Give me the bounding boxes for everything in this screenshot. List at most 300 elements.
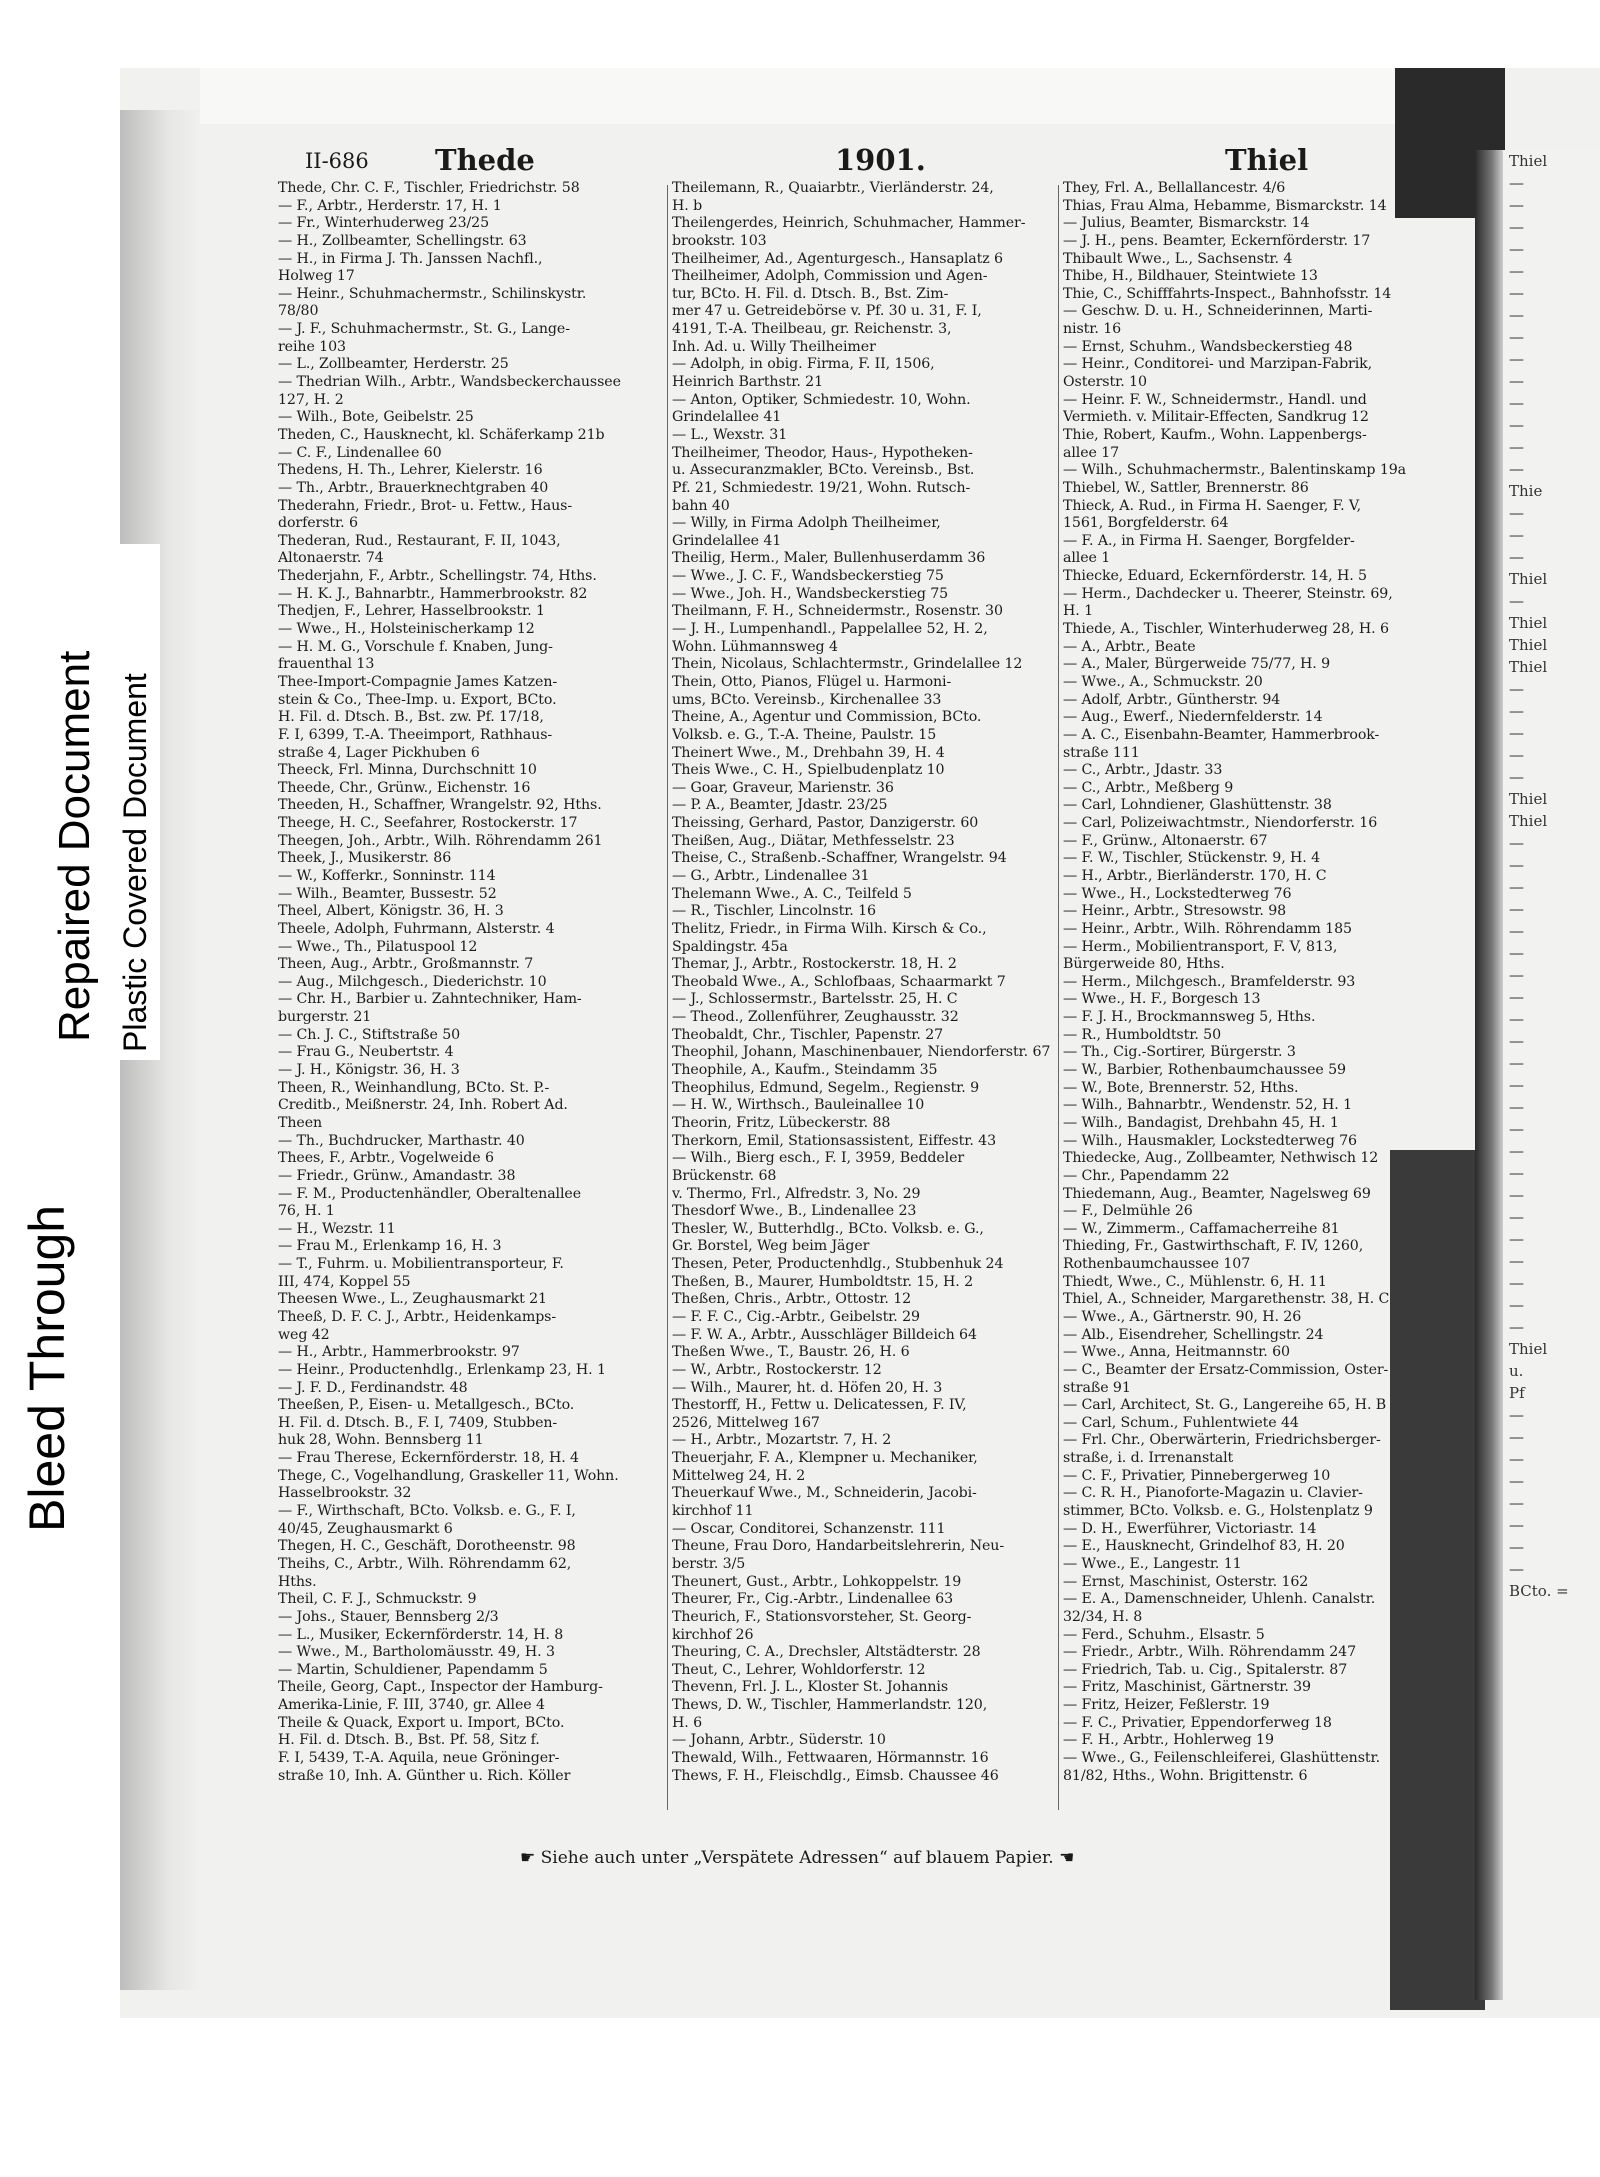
directory-entry-line: — Ferd., Schuhm., Elsastr. 5 bbox=[1063, 1626, 1265, 1643]
directory-entry-line: Theilheimer, Theodor, Haus-, Hypotheken- bbox=[672, 444, 973, 461]
adjacent-page-fragment: — bbox=[1509, 724, 1524, 742]
directory-entry-line: — Wwe., H. F., Borgesch 13 bbox=[1063, 991, 1261, 1008]
directory-entry-line: — E., Hausknecht, Grindelhof 83, H. 20 bbox=[1063, 1538, 1345, 1555]
directory-entry-line: allee 1 bbox=[1063, 550, 1111, 567]
directory-entry-line: — Theod., Zollenführer, Zeughausstr. 32 bbox=[672, 1009, 959, 1026]
directory-entry-line: Inh. Ad. u. Willy Theilheimer bbox=[672, 338, 876, 355]
directory-entry-line: — Frl. Chr., Oberwärterin, Friedrichsberger- bbox=[1063, 1432, 1381, 1449]
directory-entry-line: — Friedr., Arbtr., Wilh. Röhrendamm 247 bbox=[1063, 1644, 1357, 1661]
directory-entry-line: — Th., Cig.-Sortirer, Bürgerstr. 3 bbox=[1063, 1044, 1296, 1061]
directory-entry-line: — Frau Therese, Eckernförderstr. 18, H. 4 bbox=[278, 1450, 579, 1467]
directory-entry-line: Amerika-Linie, F. III, 3740, gr. Allee 4 bbox=[278, 1697, 545, 1714]
adjacent-page-fragment: — bbox=[1509, 1186, 1524, 1204]
directory-entry-line: — Wilh., Hausmakler, Lockstedterweg 76 bbox=[1063, 1132, 1357, 1149]
directory-entry-line: Theurich, F., Stationsvorsteher, St. Georg- bbox=[672, 1608, 972, 1625]
directory-entry-line: — Wilh., Maurer, ht. d. Höfen 20, H. 3 bbox=[672, 1379, 943, 1396]
directory-entry-line: Theilig, Herm., Maler, Bullenhuserdamm 36 bbox=[672, 550, 986, 567]
directory-entry-line: Theen, Aug., Arbtr., Großmannstr. 7 bbox=[278, 956, 534, 973]
directory-entry-line: Thiedemann, Aug., Beamter, Nagelsweg 69 bbox=[1063, 1185, 1371, 1202]
directory-column-1 bbox=[278, 180, 666, 1785]
directory-entry-line: Theobald Wwe., A., Schlofbaas, Schaarmarkt 7 bbox=[672, 973, 1006, 990]
page-top-strip bbox=[200, 68, 1470, 124]
directory-entry-line: Thederjahn, F., Arbtr., Schellingstr. 74, Hths. bbox=[278, 568, 597, 585]
adjacent-page-fragment: Thiel bbox=[1509, 790, 1548, 808]
directory-entry-line: — Wwe., M., Bartholomäusstr. 49, H. 3 bbox=[278, 1644, 555, 1661]
adjacent-page-fragment: — bbox=[1509, 988, 1524, 1006]
directory-entry-line: — W., Bote, Brennerstr. 52, Hths. bbox=[1063, 1079, 1299, 1096]
directory-entry-line: — Wilh., Bierg esch., F. I, 3959, Beddeler bbox=[672, 1150, 965, 1167]
directory-entry-line: — Wilh., Bandagist, Drehbahn 45, H. 1 bbox=[1063, 1114, 1339, 1131]
directory-entry-line: — A. C., Eisenbahn-Beamter, Hammerbrook- bbox=[1063, 726, 1380, 743]
directory-entry-line: — Wwe., Th., Pilatuspool 12 bbox=[278, 938, 478, 955]
adjacent-page-fragment: — bbox=[1509, 1054, 1524, 1072]
directory-entry-line: Thiecke, Eduard, Eckernförderstr. 14, H. 5 bbox=[1063, 568, 1367, 585]
directory-entry-line: — Fritz, Heizer, Feßlerstr. 19 bbox=[1063, 1697, 1270, 1714]
directory-entry-line: — F. C., Privatier, Eppendorferweg 18 bbox=[1063, 1714, 1332, 1731]
directory-entry-line: — J. H., Königstr. 36, H. 3 bbox=[278, 1062, 460, 1079]
directory-entry-line: — H., Wezstr. 11 bbox=[278, 1220, 396, 1237]
directory-entry-line: — W., Zimmerm., Caffamacherreihe 81 bbox=[1063, 1220, 1340, 1237]
adjacent-page-fragment: — bbox=[1509, 1450, 1524, 1468]
directory-entry-line: Holweg 17 bbox=[278, 268, 355, 285]
adjacent-page-fragment: Thiel bbox=[1509, 812, 1548, 830]
directory-entry-line: Theile, Georg, Capt., Inspector der Hamburg- bbox=[278, 1679, 603, 1696]
directory-entry-line: — Fr., Winterhuderweg 23/25 bbox=[278, 215, 490, 232]
directory-column-2 bbox=[672, 180, 1060, 1785]
adjacent-page-fragment: — bbox=[1509, 1208, 1524, 1226]
bleed-through-label: Bleed Through bbox=[12, 1054, 82, 1540]
adjacent-page-fragment: — bbox=[1509, 680, 1524, 698]
directory-entry-line: Creditb., Meißnerstr. 24, Inh. Robert Ad. bbox=[278, 1097, 568, 1114]
adjacent-page-fragment: Thiel bbox=[1509, 152, 1548, 170]
directory-entry-line: — Herm., Dachdecker u. Theerer, Steinstr. 69, bbox=[1063, 585, 1393, 602]
header-right-word: Thiel bbox=[1225, 143, 1309, 177]
directory-entry-line: Theuring, C. A., Drechsler, Altstädterstr. 28 bbox=[672, 1644, 981, 1661]
adjacent-page-fragment: — bbox=[1509, 746, 1524, 764]
directory-entry-line: — Aug., Milchgesch., Diederichstr. 10 bbox=[278, 973, 547, 990]
adjacent-page-fragment: — bbox=[1509, 834, 1524, 852]
column-divider bbox=[667, 185, 668, 1810]
directory-entry-line: Theurer, Fr., Cig.-Arbtr., Lindenallee 63 bbox=[672, 1591, 953, 1608]
directory-entry-line: Theßen, Chris., Arbtr., Ottostr. 12 bbox=[672, 1291, 912, 1308]
directory-entry-line: — W., Arbtr., Rostockerstr. 12 bbox=[672, 1361, 882, 1378]
directory-entry-line: — T., Fuhrm. u. Mobilientransporteur, F. bbox=[278, 1256, 564, 1273]
directory-entry-line: Theobaldt, Chr., Tischler, Papenstr. 27 bbox=[672, 1026, 944, 1043]
directory-entry-line: 1561, Borgfelderstr. 64 bbox=[1063, 515, 1229, 532]
directory-entry-line: Thiel, A., Schneider, Margarethenstr. 38, H. C bbox=[1063, 1291, 1390, 1308]
directory-entry-line: Thiedt, Wwe., C., Mühlenstr. 6, H. 11 bbox=[1063, 1273, 1327, 1290]
directory-entry-line: — J. F. D., Ferdinandstr. 48 bbox=[278, 1379, 468, 1396]
directory-entry-line: brookstr. 103 bbox=[672, 232, 767, 249]
directory-entry-line: berstr. 3/5 bbox=[672, 1555, 746, 1572]
adjacent-page-fragment: — bbox=[1509, 1032, 1524, 1050]
adjacent-page-fragment: Thiel bbox=[1509, 658, 1548, 676]
directory-entry-line: Theege, H. C., Seefahrer, Rostockerstr. 17 bbox=[278, 815, 578, 832]
directory-entry-line: — Friedr., Grünw., Amandastr. 38 bbox=[278, 1167, 516, 1184]
directory-entry-line: — H., Zollbeamter, Schellingstr. 63 bbox=[278, 232, 527, 249]
directory-entry-line: dorferstr. 6 bbox=[278, 515, 358, 532]
directory-entry-line: — J. F., Schuhmachermstr., St. G., Lange- bbox=[278, 321, 570, 338]
directory-entry-line: Thegen, H. C., Geschäft, Dorotheenstr. 98 bbox=[278, 1538, 576, 1555]
directory-entry-line: 32/34, H. 8 bbox=[1063, 1608, 1143, 1625]
directory-entry-line: — L., Musiker, Eckernförderstr. 14, H. 8 bbox=[278, 1626, 564, 1643]
adjacent-page-fragment: — bbox=[1509, 262, 1524, 280]
directory-entry-line: — Heinr., Arbtr., Wilh. Röhrendamm 185 bbox=[1063, 920, 1352, 937]
adjacent-page-fragment: Thiel bbox=[1509, 636, 1548, 654]
directory-entry-line: 81/82, Hths., Wohn. Brigittenstr. 6 bbox=[1063, 1767, 1308, 1784]
directory-entry-line: — H. M. G., Vorschule f. Knaben, Jung- bbox=[278, 638, 553, 655]
directory-entry-line: — L., Zollbeamter, Herderstr. 25 bbox=[278, 356, 509, 373]
directory-entry-line: — Th., Buchdrucker, Marthastr. 40 bbox=[278, 1132, 525, 1149]
directory-entry-line: Theut, C., Lehrer, Wohldorferstr. 12 bbox=[672, 1661, 926, 1678]
directory-entry-line: Theune, Frau Doro, Handarbeitslehrerin, Neu- bbox=[672, 1538, 1005, 1555]
directory-entry-line: Theil, C. F. J., Schmuckstr. 9 bbox=[278, 1591, 477, 1608]
directory-entry-line: — H. K. J., Bahnarbtr., Hammerbrookstr. 82 bbox=[278, 585, 588, 602]
header-year: 1901. bbox=[835, 143, 926, 177]
directory-entry-line: Theise, C., Straßenb.-Schaffner, Wrangelstr. 94 bbox=[672, 850, 1007, 867]
directory-entry-line: stein & Co., Thee-Imp. u. Export, BCto. bbox=[278, 691, 557, 708]
directory-entry-line: Thews, D. W., Tischler, Hammerlandstr. 120, bbox=[672, 1697, 988, 1714]
adjacent-page-fragment: — bbox=[1509, 1010, 1524, 1028]
adjacent-page-fragment: — bbox=[1509, 1428, 1524, 1446]
adjacent-page-fragment: u. bbox=[1509, 1362, 1524, 1380]
adjacent-page-fragment: — bbox=[1509, 438, 1524, 456]
directory-entry-line: ums, BCto. Vereinsb., Kirchenallee 33 bbox=[672, 691, 942, 708]
directory-entry-line: — H. W., Wirthsch., Bauleinallee 10 bbox=[672, 1097, 925, 1114]
directory-entry-line: Thias, Frau Alma, Hebamme, Bismarckstr. 14 bbox=[1063, 197, 1387, 214]
adjacent-page-fragment: — bbox=[1509, 460, 1524, 478]
directory-entry-line: — F. W. A., Arbtr., Ausschläger Billdeich 64 bbox=[672, 1326, 977, 1343]
directory-entry-line: — F., Wirthschaft, BCto. Volksb. e. G., F. I, bbox=[278, 1503, 576, 1520]
directory-entry-line: 76, H. 1 bbox=[278, 1203, 335, 1220]
directory-entry-line: Heinrich Barthstr. 21 bbox=[672, 374, 824, 391]
directory-entry-line: u. Assecuranzmakler, BCto. Vereinsb., Bst. bbox=[672, 462, 975, 479]
directory-entry-line: Theßen, B., Maurer, Humboldtstr. 15, H. 2 bbox=[672, 1273, 974, 1290]
directory-entry-line: Thede, Chr. C. F., Tischler, Friedrichstr. 58 bbox=[278, 180, 580, 196]
directory-entry-line: — Carl, Architect, St. G., Langereihe 65, H. B bbox=[1063, 1397, 1387, 1414]
directory-entry-line: Theilmann, F. H., Schneidermstr., Rosenstr. 30 bbox=[672, 603, 1003, 620]
book-gutter bbox=[1475, 150, 1503, 2000]
directory-entry-line: — P. A., Beamter, Jdastr. 23/25 bbox=[672, 797, 888, 814]
directory-entry-line: Therkorn, Emil, Stationsassistent, Eiffestr. 43 bbox=[672, 1132, 997, 1149]
adjacent-page-fragment: — bbox=[1509, 1406, 1524, 1424]
directory-entry-line: Thees, F., Arbtr., Vogelweide 6 bbox=[278, 1150, 494, 1167]
directory-entry-line: — F., Delmühle 26 bbox=[1063, 1203, 1193, 1220]
directory-entry-line: Thevenn, Frl. J. L., Kloster St. Johannis bbox=[672, 1679, 949, 1696]
adjacent-page-fragment: — bbox=[1509, 1274, 1524, 1292]
directory-entry-line: — F. A., in Firma H. Saenger, Borgfelder- bbox=[1063, 532, 1355, 549]
adjacent-page-fragment: — bbox=[1509, 592, 1524, 610]
adjacent-page-fragment: — bbox=[1509, 1472, 1524, 1490]
adjacent-page-fragment: — bbox=[1509, 548, 1524, 566]
directory-entry-line: 2526, Mittelweg 167 bbox=[672, 1414, 820, 1431]
directory-entry-line: Thestorff, H., Fettw u. Delicatessen, F. IV, bbox=[672, 1397, 967, 1414]
directory-entry-line: — W., Kofferkr., Sonninstr. 114 bbox=[278, 867, 496, 884]
directory-entry-line: bahn 40 bbox=[672, 497, 730, 514]
directory-entry-line: Thege, C., Vogelhandlung, Graskeller 11, Wohn. bbox=[278, 1467, 619, 1484]
directory-entry-line: Bürgerweide 80, Hths. bbox=[1063, 956, 1225, 973]
adjacent-page-fragment: — bbox=[1509, 1164, 1524, 1182]
directory-entry-line: Thedjen, F., Lehrer, Hasselbrookstr. 1 bbox=[278, 603, 545, 620]
directory-entry-line: — J. H., Lumpenhandl., Pappelallee 52, H. 2, bbox=[672, 621, 988, 638]
adjacent-page-fragment: — bbox=[1509, 856, 1524, 874]
adjacent-page-fragment: — bbox=[1509, 306, 1524, 324]
adjacent-page-fragment: — bbox=[1509, 922, 1524, 940]
directory-entry-line: Theilemann, R., Quaiarbtr., Vierländerstr. 24, bbox=[672, 180, 994, 196]
directory-entry-line: — R., Tischler, Lincolnstr. 16 bbox=[672, 903, 876, 920]
directory-entry-line: — Wwe., Anna, Heitmannstr. 60 bbox=[1063, 1344, 1290, 1361]
directory-entry-line: — C. F., Lindenallee 60 bbox=[278, 444, 442, 461]
directory-entry-line: Spaldingstr. 45a bbox=[672, 938, 788, 955]
adjacent-page-fragment: — bbox=[1509, 1494, 1524, 1512]
directory-entry-line: stimmer, BCto. Volksb. e. G., Holstenplatz 9 bbox=[1063, 1503, 1373, 1520]
directory-entry-line: — H., Arbtr., Hammerbrookstr. 97 bbox=[278, 1344, 520, 1361]
directory-entry-line: — H., Arbtr., Mozartstr. 7, H. 2 bbox=[672, 1432, 892, 1449]
directory-entry-line: Thiedecke, Aug., Zollbeamter, Nethwisch 12 bbox=[1063, 1150, 1379, 1167]
header-left-word: Thede bbox=[435, 143, 535, 177]
directory-entry-line: — Friedrich, Tab. u. Cig., Spitalerstr. 87 bbox=[1063, 1661, 1348, 1678]
directory-entry-line: Theesen Wwe., L., Zeughausmarkt 21 bbox=[278, 1291, 547, 1308]
adjacent-page bbox=[1503, 150, 1600, 2000]
directory-entry-line: H. Fil. d. Dtsch. B., Bst. Pf. 58, Sitz f. bbox=[278, 1732, 540, 1749]
directory-entry-line: Thederan, Rud., Restaurant, F. II, 1043, bbox=[278, 532, 561, 549]
directory-entry-line: Theilheimer, Adolph, Commission und Agen- bbox=[672, 268, 988, 285]
directory-entry-line: Theden, C., Hausknecht, kl. Schäferkamp 21b bbox=[278, 426, 605, 443]
directory-entry-line: Thiede, A., Tischler, Winterhuderweg 28, H. 6 bbox=[1063, 621, 1389, 638]
directory-entry-line: Theen bbox=[278, 1114, 323, 1131]
directory-entry-line: — Carl, Lohndiener, Glashüttenstr. 38 bbox=[1063, 797, 1332, 814]
directory-entry-line: Theeßen, P., Eisen- u. Metallgesch., BCto. bbox=[278, 1397, 575, 1414]
directory-entry-line: — Geschw. D. u. H., Schneiderinnen, Marti- bbox=[1063, 303, 1373, 320]
directory-entry-line: Theophilus, Edmund, Segelm., Regienstr. 9 bbox=[672, 1079, 980, 1096]
adjacent-page-fragment: — bbox=[1509, 900, 1524, 918]
directory-entry-line: — A., Maler, Bürgerweide 75/77, H. 9 bbox=[1063, 656, 1331, 673]
directory-entry-line: v. Thermo, Frl., Alfredstr. 3, No. 29 bbox=[672, 1185, 921, 1202]
directory-entry-line: Mittelweg 24, H. 2 bbox=[672, 1467, 806, 1484]
directory-entry-line: nistr. 16 bbox=[1063, 321, 1122, 338]
directory-entry-line: — Oscar, Conditorei, Schanzenstr. 111 bbox=[672, 1520, 946, 1537]
directory-entry-line: straße, i. d. Irrenanstalt bbox=[1063, 1450, 1234, 1467]
directory-entry-line: — Wilh., Bote, Geibelstr. 25 bbox=[278, 409, 474, 426]
directory-entry-line: Themar, J., Arbtr., Rostockerstr. 18, H. 2 bbox=[672, 956, 957, 973]
directory-entry-line: Theeden, H., Schaffner, Wrangelstr. 92, Hths. bbox=[278, 797, 602, 814]
directory-entry-line: — Julius, Beamter, Bismarckstr. 14 bbox=[1063, 215, 1310, 232]
directory-entry-line: Theis Wwe., C. H., Spielbudenplatz 10 bbox=[672, 762, 945, 779]
directory-entry-line: — Wwe., Joh. H., Wandsbeckerstieg 75 bbox=[672, 585, 949, 602]
directory-entry-line: mer 47 u. Getreidebörse v. Pf. 30 u. 31, F. I, bbox=[672, 303, 982, 320]
page-number: II-686 bbox=[305, 149, 369, 173]
adjacent-page-fragment: — bbox=[1509, 1296, 1524, 1314]
directory-entry-line: Thibe, H., Bildhauer, Steintwiete 13 bbox=[1063, 268, 1318, 285]
directory-entry-line: — W., Barbier, Rothenbaumchaussee 59 bbox=[1063, 1062, 1346, 1079]
directory-entry-line: — Alb., Eisendreher, Schellingstr. 24 bbox=[1063, 1326, 1324, 1343]
directory-entry-line: Thesen, Peter, Productenhdlg., Stubbenhuk 24 bbox=[672, 1256, 1004, 1273]
adjacent-page-fragment: Thiel bbox=[1509, 614, 1548, 632]
directory-entry-line: Theede, Chr., Grünw., Eichenstr. 16 bbox=[278, 779, 531, 796]
directory-entry-line: — Chr. H., Barbier u. Zahntechniker, Ham- bbox=[278, 991, 582, 1008]
adjacent-page-fragment: — bbox=[1509, 1142, 1524, 1160]
adjacent-page-fragment: — bbox=[1509, 1538, 1524, 1556]
directory-entry-line: They, Frl. A., Bellallancestr. 4/6 bbox=[1063, 180, 1286, 196]
adjacent-page-fragment: — bbox=[1509, 504, 1524, 522]
adjacent-page-fragment: — bbox=[1509, 1516, 1524, 1534]
directory-entry-line: Hasselbrookstr. 32 bbox=[278, 1485, 412, 1502]
directory-entry-line: — C. F., Privatier, Pinnebergerweg 10 bbox=[1063, 1467, 1331, 1484]
directory-entry-line: — Thedrian Wilh., Arbtr., Wandsbeckerchaussee bbox=[278, 374, 621, 391]
adjacent-page-fragment: — bbox=[1509, 372, 1524, 390]
directory-entry-line: frauenthal 13 bbox=[278, 656, 375, 673]
directory-entry-line: Thieck, A. Rud., in Firma H. Saenger, F. V, bbox=[1063, 497, 1362, 514]
directory-entry-line: Volksb. e. G., T.-A. Theine, Paulstr. 15 bbox=[672, 726, 937, 743]
directory-entry-line: Gr. Borstel, Weg beim Jäger bbox=[672, 1238, 870, 1255]
adjacent-page-fragment: — bbox=[1509, 966, 1524, 984]
adjacent-page-fragment: Thiel bbox=[1509, 1340, 1548, 1358]
directory-entry-line: — Ernst, Schuhm., Wandsbeckerstieg 48 bbox=[1063, 338, 1353, 355]
directory-entry-line: — Ernst, Maschinist, Osterstr. 162 bbox=[1063, 1573, 1309, 1590]
directory-entry-line: Thelitz, Friedr., in Firma Wilh. Kirsch & Co., bbox=[672, 920, 987, 937]
directory-entry-line: kirchhof 11 bbox=[672, 1503, 754, 1520]
directory-entry-line: — F. W., Tischler, Stückenstr. 9, H. 4 bbox=[1063, 850, 1321, 867]
adjacent-page-fragment: — bbox=[1509, 328, 1524, 346]
directory-entry-line: Theßen Wwe., T., Baustr. 26, H. 6 bbox=[672, 1344, 910, 1361]
directory-entry-line: Theile & Quack, Export u. Import, BCto. bbox=[278, 1714, 565, 1731]
directory-column-3 bbox=[1063, 180, 1441, 1785]
directory-entry-line: Thiebel, W., Sattler, Brennerstr. 86 bbox=[1063, 479, 1309, 496]
directory-entry-line: — Herm., Milchgesch., Bramfelderstr. 93 bbox=[1063, 973, 1356, 990]
directory-entry-line: — Heinr., Productenhdlg., Erlenkamp 23, H. 1 bbox=[278, 1361, 606, 1378]
directory-entry-line: Thie, C., Schifffahrts-Inspect., Bahnhofsstr. 14 bbox=[1063, 285, 1392, 302]
directory-entry-line: — Wilh., Beamter, Bussestr. 52 bbox=[278, 885, 497, 902]
directory-entry-line: — Johs., Stauer, Bennsberg 2/3 bbox=[278, 1608, 499, 1625]
adjacent-page-fragment: — bbox=[1509, 416, 1524, 434]
directory-entry-line: — F., Arbtr., Herderstr. 17, H. 1 bbox=[278, 197, 502, 214]
directory-entry-line: Theorin, Fritz, Lübeckerstr. 88 bbox=[672, 1114, 891, 1131]
directory-entry-line: — Frau M., Erlenkamp 16, H. 3 bbox=[278, 1238, 502, 1255]
adjacent-page-fragment: — bbox=[1509, 1076, 1524, 1094]
directory-entry-line: H. Fil. d. Dtsch. B., Bst. zw. Pf. 17/18, bbox=[278, 709, 544, 726]
directory-entry-line: Brückenstr. 68 bbox=[672, 1167, 777, 1184]
directory-entry-line: Theegen, Joh., Arbtr., Wilh. Röhrendamm 261 bbox=[278, 832, 603, 849]
directory-entry-line: — Goar, Graveur, Marienstr. 36 bbox=[672, 779, 894, 796]
directory-entry-line: — F. F. C., Cig.-Arbtr., Geibelstr. 29 bbox=[672, 1309, 920, 1325]
directory-entry-line: Grindelallee 41 bbox=[672, 409, 782, 426]
directory-entry-line: 40/45, Zeughausmarkt 6 bbox=[278, 1520, 453, 1537]
directory-entry-line: straße 111 bbox=[1063, 744, 1140, 761]
directory-entry-line: Thedens, H. Th., Lehrer, Kielerstr. 16 bbox=[278, 462, 543, 479]
directory-entry-line: — C., Beamter der Ersatz-Commission, Oster- bbox=[1063, 1361, 1389, 1378]
directory-entry-line: — E. A., Damenschneider, Uhlenh. Canalstr. bbox=[1063, 1591, 1376, 1608]
adjacent-page-fragment: — bbox=[1509, 1230, 1524, 1248]
directory-entry-line: — Wilh., Bahnarbtr., Wendenstr. 52, H. 1 bbox=[1063, 1097, 1352, 1114]
directory-entry-line: Hths. bbox=[278, 1573, 317, 1590]
directory-entry-line: huk 28, Wohn. Bennsberg 11 bbox=[278, 1432, 484, 1449]
directory-entry-line: — Wwe., J. C. F., Wandsbeckerstieg 75 bbox=[672, 568, 944, 585]
directory-entry-line: Theine, A., Agentur und Commission, BCto. bbox=[672, 709, 982, 726]
directory-entry-line: Thews, F. H., Fleischdlg., Eimsb. Chaussee 46 bbox=[672, 1767, 999, 1784]
directory-entry-line: Theel, Albert, Königstr. 36, H. 3 bbox=[278, 903, 504, 920]
directory-entry-line: straße 4, Lager Pickhuben 6 bbox=[278, 744, 480, 761]
directory-entry-line: reihe 103 bbox=[278, 338, 346, 355]
directory-entry-line: — Adolph, in obig. Firma, F. II, 1506, bbox=[672, 356, 935, 373]
directory-entry-line: — Wwe., A., Gärtnerstr. 90, H. 26 bbox=[1063, 1309, 1302, 1325]
directory-entry-line: — Carl, Schum., Fuhlentwiete 44 bbox=[1063, 1414, 1299, 1431]
footer-note: ☛ Siehe auch unter „Verspätete Adressen“ auf blauem Papier. ☚ bbox=[520, 1848, 1075, 1868]
directory-entry-line: Thesdorf Wwe., B., Lindenallee 23 bbox=[672, 1203, 917, 1220]
directory-entry-line: 78/80 bbox=[278, 303, 319, 320]
directory-entry-line: — Chr., Papendamm 22 bbox=[1063, 1167, 1230, 1184]
directory-entry-line: — Heinr., Conditorei- und Marzipan-Fabrik, bbox=[1063, 356, 1373, 373]
directory-entry-line: — Johann, Arbtr., Süderstr. 10 bbox=[672, 1732, 886, 1749]
directory-entry-line: — Wilh., Schuhmachermstr., Balentinskamp 19a bbox=[1063, 462, 1407, 479]
directory-entry-line: — F. J. H., Brockmannsweg 5, Hths. bbox=[1063, 1009, 1316, 1026]
directory-entry-line: — Adolf, Arbtr., Güntherstr. 94 bbox=[1063, 691, 1281, 708]
directory-entry-line: — Martin, Schuldiener, Papendamm 5 bbox=[278, 1661, 548, 1678]
page-header bbox=[305, 143, 1355, 183]
adjacent-page-fragment: Pf bbox=[1509, 1384, 1525, 1402]
directory-entry-line: Thein, Nicolaus, Schlachtermstr., Grindelallee 12 bbox=[672, 656, 1023, 673]
directory-entry-line: Thederahn, Friedr., Brot- u. Fettw., Haus- bbox=[278, 497, 573, 514]
directory-entry-line: — Wwe., E., Langestr. 11 bbox=[1063, 1555, 1242, 1572]
adjacent-page-fragment: BCto. = bbox=[1509, 1582, 1569, 1600]
adjacent-page-fragment: Thie bbox=[1509, 482, 1543, 500]
directory-entry-line: Thee-Import-Compagnie James Katzen- bbox=[278, 673, 558, 690]
directory-entry-line: — J., Schlossermstr., Bartelsstr. 25, H. C bbox=[672, 991, 958, 1008]
adjacent-page-fragment: — bbox=[1509, 1120, 1524, 1138]
directory-entry-line: weg 42 bbox=[278, 1326, 330, 1343]
directory-entry-line: tur, BCto. H. Fil. d. Dtsch. B., Bst. Zim- bbox=[672, 285, 949, 302]
adjacent-page-fragment: — bbox=[1509, 240, 1524, 258]
directory-entry-line: Pf. 21, Schmiedestr. 19/21, Wohn. Rutsch- bbox=[672, 479, 971, 496]
directory-entry-line: Theophile, A., Kaufm., Steindamm 35 bbox=[672, 1062, 938, 1079]
adjacent-page-fragment: — bbox=[1509, 1318, 1524, 1336]
directory-entry-line: Thelemann Wwe., A. C., Teilfeld 5 bbox=[672, 885, 912, 902]
directory-entry-line: — R., Humboldtstr. 50 bbox=[1063, 1026, 1221, 1043]
directory-entry-line: — Heinr. F. W., Schneidermstr., Handl. und bbox=[1063, 391, 1367, 408]
directory-entry-line: Theuerkauf Wwe., M., Schneiderin, Jacobi- bbox=[672, 1485, 977, 1502]
directory-entry-line: allee 17 bbox=[1063, 444, 1120, 461]
directory-entry-line: Theissing, Gerhard, Pastor, Danzigerstr. 60 bbox=[672, 815, 979, 832]
directory-entry-line: 4191, T.-A. Theilbeau, gr. Reichenstr. 3, bbox=[672, 321, 952, 338]
adjacent-page-fragment: — bbox=[1509, 702, 1524, 720]
directory-entry-line: Theen, R., Weinhandlung, BCto. St. P.- bbox=[278, 1079, 550, 1096]
directory-entry-line: — F. H., Arbtr., Hohlerweg 19 bbox=[1063, 1732, 1274, 1749]
directory-entry-line: Theinert Wwe., M., Drehbahn 39, H. 4 bbox=[672, 744, 945, 761]
directory-entry-line: — Th., Arbtr., Brauerknechtgraben 40 bbox=[278, 479, 549, 496]
adjacent-page-fragment: — bbox=[1509, 944, 1524, 962]
directory-entry-line: — Aug., Ewerf., Niedernfelderstr. 14 bbox=[1063, 709, 1323, 726]
directory-entry-line: — Carl, Polizeiwachtmstr., Niendorferstr. 16 bbox=[1063, 815, 1378, 832]
directory-entry-line: Rothenbaumchaussee 107 bbox=[1063, 1256, 1251, 1273]
adjacent-page-fragment: — bbox=[1509, 174, 1524, 192]
adjacent-page-fragment: — bbox=[1509, 1252, 1524, 1270]
directory-entry-line: — H., in Firma J. Th. Janssen Nachfl., bbox=[278, 250, 543, 267]
directory-entry-line: 127, H. 2 bbox=[278, 391, 344, 408]
directory-entry-line: Theeß, D. F. C. J., Arbtr., Heidenkamps- bbox=[278, 1309, 557, 1325]
adjacent-page-fragment: — bbox=[1509, 768, 1524, 786]
directory-entry-line: F. I, 6399, T.-A. Theeimport, Rathhaus- bbox=[278, 726, 553, 743]
directory-entry-line: — H., Arbtr., Bierländerstr. 170, H. C bbox=[1063, 867, 1327, 884]
adjacent-page-fragment: Thiel bbox=[1509, 570, 1548, 588]
directory-entry-line: H. b bbox=[672, 197, 703, 214]
adjacent-page-fragment: — bbox=[1509, 526, 1524, 544]
repaired-document-label: Repaired Document bbox=[45, 554, 105, 1050]
directory-entry-line: — Wwe., H., Lockstedterweg 76 bbox=[1063, 885, 1292, 902]
adjacent-page-fragment: — bbox=[1509, 218, 1524, 236]
directory-entry-line: — Herm., Mobilientransport, F. V, 813, bbox=[1063, 938, 1338, 955]
directory-entry-line: Theele, Adolph, Fuhrmann, Alsterstr. 4 bbox=[278, 920, 555, 937]
directory-entry-line: — G., Arbtr., Lindenallee 31 bbox=[672, 867, 870, 884]
adjacent-page-fragment: — bbox=[1509, 284, 1524, 302]
